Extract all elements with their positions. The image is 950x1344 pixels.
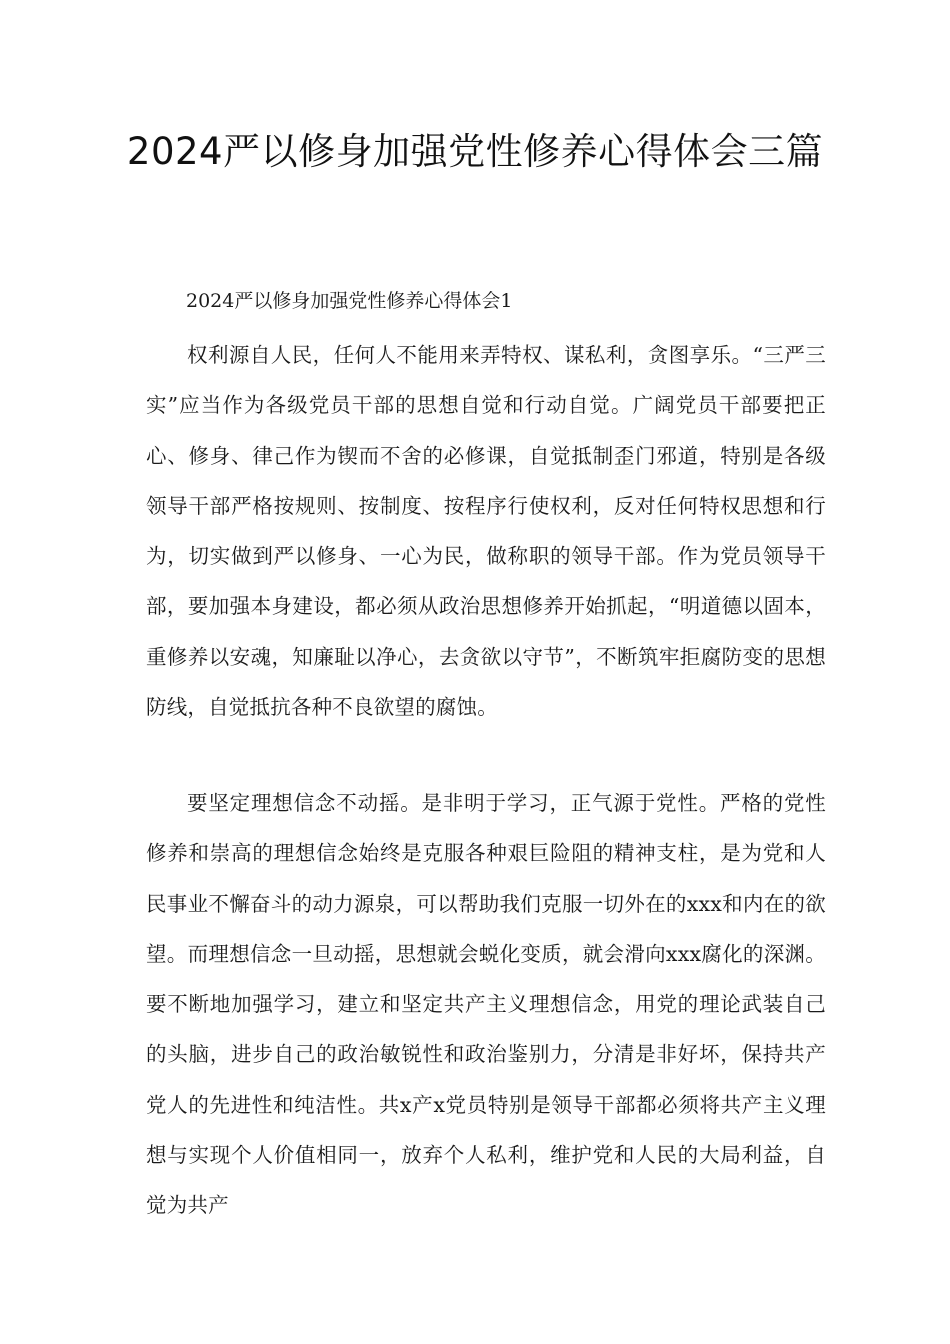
body-paragraph-1: 权利源自人民，任何人不能用来弄特权、谋私利，贪图享乐。“三严三实”应当作为各级党员干部的思想自觉和行动自觉。广阔党员干部要把正心、修身、律己作为锲而不舍的必修课，自觉抵制歪门邪道，特别是各级领导干部严格按规则、按制度、按程序行使权利，反对任何特权思想和行为，切实做到严以修身、一心为民，做称职的领导干部。作为党员领导干部，要加强本身建设，都必须从政治思想修养开始抓起，“明道德以固本，重修养以安魂，知廉耻以净心，去贪欲以守节”，不断筑牢拒腐防变的思想防线，自觉抵抗各种不良欲望的腐蚀。 bbox=[146, 343, 826, 720]
document-title: 2024严以修身加强党性修养心得体会三篇 bbox=[126, 130, 824, 173]
body-paragraph-2: 要坚定理想信念不动摇。是非明于学习，正气源于党性。严格的党性修养和崇高的理想信念始终是克服各种艰巨险阻的精神支柱，是为党和人民事业不懈奋斗的动力源泉，可以帮助我们克服一切外在的xxx和内在的欲望。而理想信念一旦动摇，思想就会蜕化变质，就会滑向xxx腐化的深渊。要不断地加强学习，建立和坚定共产主义理想信念，用党的理论武装自己的头脑，进步自己的政治敏锐性和政治鉴别力，分清是非好坏，保持共产党人的先进性和纯洁性。共x产x党员特别是领导干部都必须将共产主义理想与实现个人价值相同一，放弃个人私利，维护党和人民的大局利益，自觉为共产 bbox=[146, 791, 826, 1218]
section-heading: 2024严以修身加强党性修养心得体会1 bbox=[186, 290, 513, 312]
